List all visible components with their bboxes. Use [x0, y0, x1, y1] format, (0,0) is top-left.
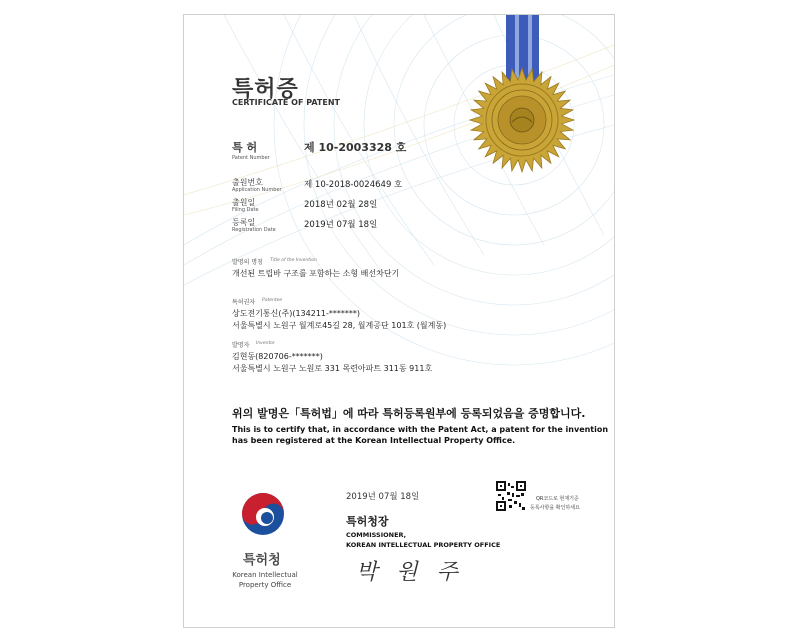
qr-note-line2: 등록사항을 확인하세요 [530, 505, 580, 511]
issue-date: 2019년 07월 18일 [346, 492, 420, 502]
declaration-english-line2: has been registered at the Korean Intellectual Property Office. [232, 436, 516, 445]
patent-certificate [183, 14, 615, 628]
registration-label-en: Registration Date [232, 227, 276, 233]
inventor-label-en: Inventor [256, 341, 275, 346]
certificate-title: 특허증 [232, 77, 299, 102]
patent-label: 특 허 [232, 141, 258, 154]
kipo-name-en2: Property Office [238, 581, 292, 589]
patentee-address: 서울특별시 노원구 월계로45길 28, 월계공단 101호 (월계동) [232, 321, 447, 330]
filing-label-en: Filing Date [232, 207, 259, 213]
inventor-label: 발명자 [232, 342, 250, 349]
invention-title: 개선된 트립바 구조를 포함하는 소형 배선차단기 [232, 269, 400, 278]
inventor-address: 서울특별시 노원구 노원로 331 목련아파트 311동 911호 [232, 364, 433, 373]
kipo-name-en1: Korean Intellectual [232, 571, 298, 579]
patentee-label-en: Patentee [262, 298, 283, 303]
application-label-en: Application Number [232, 187, 282, 193]
registration-date: 2019년 07월 18일 [304, 220, 378, 230]
filing-label: 출원일 [232, 198, 256, 207]
patent-number: 제 10-2003328 호 [304, 141, 407, 154]
filing-date: 2018년 02월 28일 [304, 200, 378, 210]
invention-label: 발명의 명칭 [232, 259, 263, 266]
patentee-label: 특허권자 [232, 299, 256, 306]
gold-seal-icon [467, 65, 577, 175]
qr-note-line1: QR코드로 현재기준 [536, 496, 579, 502]
commissioner-title-en2: KOREAN INTELLECTUAL PROPERTY OFFICE [346, 541, 501, 549]
patentee-name: 상도전기통신(주)(134211-*******) [232, 309, 361, 318]
declaration-korean: 위의 발명은「특허법」에 따라 특허등록원부에 등록되었음을 증명합니다. [232, 407, 586, 420]
application-number: 제 10-2018-0024649 호 [304, 180, 403, 190]
qr-code-icon [496, 481, 526, 511]
invention-label-en: Title of the Invention [270, 258, 317, 263]
certificate-subtitle: CERTIFICATE OF PATENT [232, 98, 340, 107]
application-label: 출원번호 [232, 178, 263, 187]
commissioner-title-kr: 특허청장 [346, 515, 389, 528]
registration-label: 등록일 [232, 218, 256, 227]
patent-label-en: Patent Number [232, 155, 270, 161]
declaration-english-line1: This is to certify that, in accordance with the Patent Act, a patent for the invention [232, 425, 609, 434]
kipo-taegeuk-logo-icon [240, 491, 286, 537]
kipo-name-kr: 특허청 [243, 553, 281, 568]
commissioner-title-en1: COMMISSIONER, [346, 531, 407, 539]
inventor-name: 김현동(820706-*******) [232, 352, 323, 361]
commissioner-signature: 박 원 주 [356, 560, 464, 585]
